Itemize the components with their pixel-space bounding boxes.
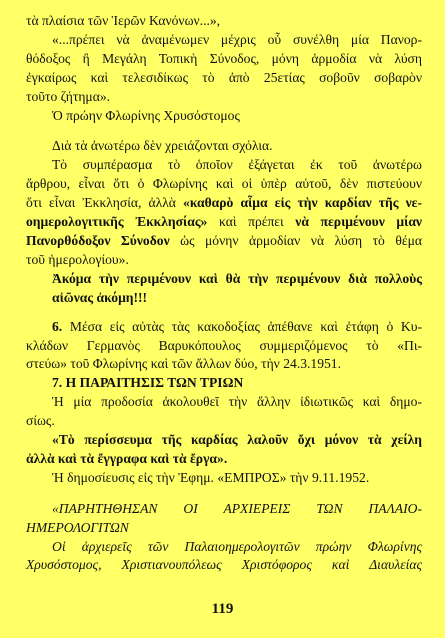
comment-line-5-plain: καὶ πρέπει xyxy=(207,214,296,230)
comment-line-6-bold: Πανορθόδοξον Σύνοδον xyxy=(26,232,170,248)
comment-line-8: Ἀκόμα τὴν περιμένουν καὶ θὰ τὴν περιμένουν διὰ πολλοὺς xyxy=(52,270,422,286)
comment-line-5-bold-a: οημερολογιτικῆς Ἐκκλησίας» xyxy=(26,214,208,230)
commentary-block xyxy=(26,137,422,307)
section-7 xyxy=(26,374,422,487)
article-line-4: Χρυσόστομος, Χριστιανουπόλεως Χριστόφορος καὶ Διαυλείας xyxy=(26,557,422,573)
comment-line-4 xyxy=(26,194,422,213)
comment-line-4-plain: ὅτι εἶναι Ἐκκλησία, ἀλλὰ xyxy=(26,195,184,211)
section-7-line-2: σίως. xyxy=(26,413,55,429)
quote-line-5: τοῦτο ζήτημα». xyxy=(26,88,111,104)
section-7-line-3: «Τὸ περίσσευμα τῆς καρδίας λαλοῦν ὄχι μόνον τὰ χείλη xyxy=(52,432,422,448)
article-headline-line-2: ΗΜΕΡΟΛΟΓΙΤΩΝ xyxy=(26,519,129,535)
section-6 xyxy=(26,318,422,375)
quote-signature: Ὁ πρώην Φλωρίνης Χρυσόστομος xyxy=(52,107,240,123)
section-6-line-1-text: Μέσα εἰς αὐτὰς τὰς κακοδοξίας ἀπέθανε καὶ ἐτάφη ὁ Κυ- xyxy=(62,318,422,334)
quote-block xyxy=(26,12,422,125)
section-7-line-1: Ἡ μία προδοσία ἀκολουθεῖ τὴν ἄλλην ἰδιωτικῶς καὶ δημο- xyxy=(52,394,422,410)
article-excerpt xyxy=(26,500,422,576)
section-6-line-2: κλάδων Γερμανὸς Βαρυκόπουλος συμμεριζόμενος τὸ «Πι- xyxy=(26,337,422,353)
comment-line-6 xyxy=(26,232,422,251)
section-6-line-3: στεύω» τοῦ Φλωρίνης καὶ τῶν ἄλλων δύο, τὴν 24.3.1951. xyxy=(26,356,341,372)
comment-line-2: Τὸ συμπέρασμα τὸ ὁποῖον ἐξάγεται ἐκ τοῦ ἀνωτέρω xyxy=(52,157,422,173)
comment-line-5 xyxy=(26,213,422,232)
section-7-heading: 7. Η ΠΑΡΑΙΤΗΣΙΣ ΤΩΝ ΤΡΙΩΝ xyxy=(52,375,244,391)
article-headline-line-1: «ΠΑΡΗΤΗΘΗΣΑΝ ΟΙ ΑΡΧΙΕΡΕΙΣ ΤΩΝ ΠΑΛΑΙΟ- xyxy=(52,500,422,516)
quote-line-4: ἐγκαίρως καὶ τελεσιδίκως τὸ ἀπὸ 25ετίας σοβοῦν σοβαρὸν xyxy=(26,69,422,85)
comment-line-3: ἄρθρου, εἶναι ὅτι ὁ Φλωρίνης καὶ οἱ ὑπὲρ αὐτοῦ, δὲν πιστεύουν xyxy=(26,176,422,192)
comment-line-4-bold: «καθαρὸ αἷμα εἰς τὴν καρδίαν τῆς νε- xyxy=(183,195,423,211)
comment-line-5-bold-b: νὰ περιμένουν μίαν xyxy=(295,214,422,230)
comment-line-1: Διὰ τὰ ἀνωτέρω δὲν χρειάζονται σχόλια. xyxy=(52,138,273,154)
section-7-line-5: Ἡ δημοσίευσις εἰς τὴν Ἐφημ. «ΕΜΠΡΟΣ» τὴν 9.11.1952. xyxy=(52,469,370,485)
quote-line-3: θόδοξος ἢ Μεγάλη Τοπικὴ Σύνοδος, μόνη ἁρμοδία νὰ λύση xyxy=(26,50,422,66)
comment-line-7: τοῦ ἡμερολογίου». xyxy=(26,251,129,267)
quote-line-1: τὰ πλαίσια τῶν Ἱερῶν Κανόνων...», xyxy=(26,13,221,28)
section-6-number: 6. xyxy=(52,318,63,334)
section-6-line-1 xyxy=(26,318,422,337)
page-number: 119 xyxy=(211,601,234,617)
comment-line-6-plain: ὡς μόνην ἁρμοδίαν νὰ λύση τὸ θέμα xyxy=(169,232,422,248)
article-line-3: Οἱ ἀρχιερεῖς τῶν Παλαιοημερολογιτῶν πρώην Φλωρίνης xyxy=(52,538,422,554)
section-7-line-4: ἀλλὰ καὶ τὰ ἔγγραφα καὶ τὰ ἔργα». xyxy=(26,450,228,466)
quote-line-2: «...πρέπει νὰ ἀναμένωμεν μέχρις οὗ συνέλθη μία Πανορ- xyxy=(52,31,422,47)
page-body xyxy=(26,12,422,575)
comment-line-9: αἰῶνας ἀκόμη!!! xyxy=(52,289,148,305)
